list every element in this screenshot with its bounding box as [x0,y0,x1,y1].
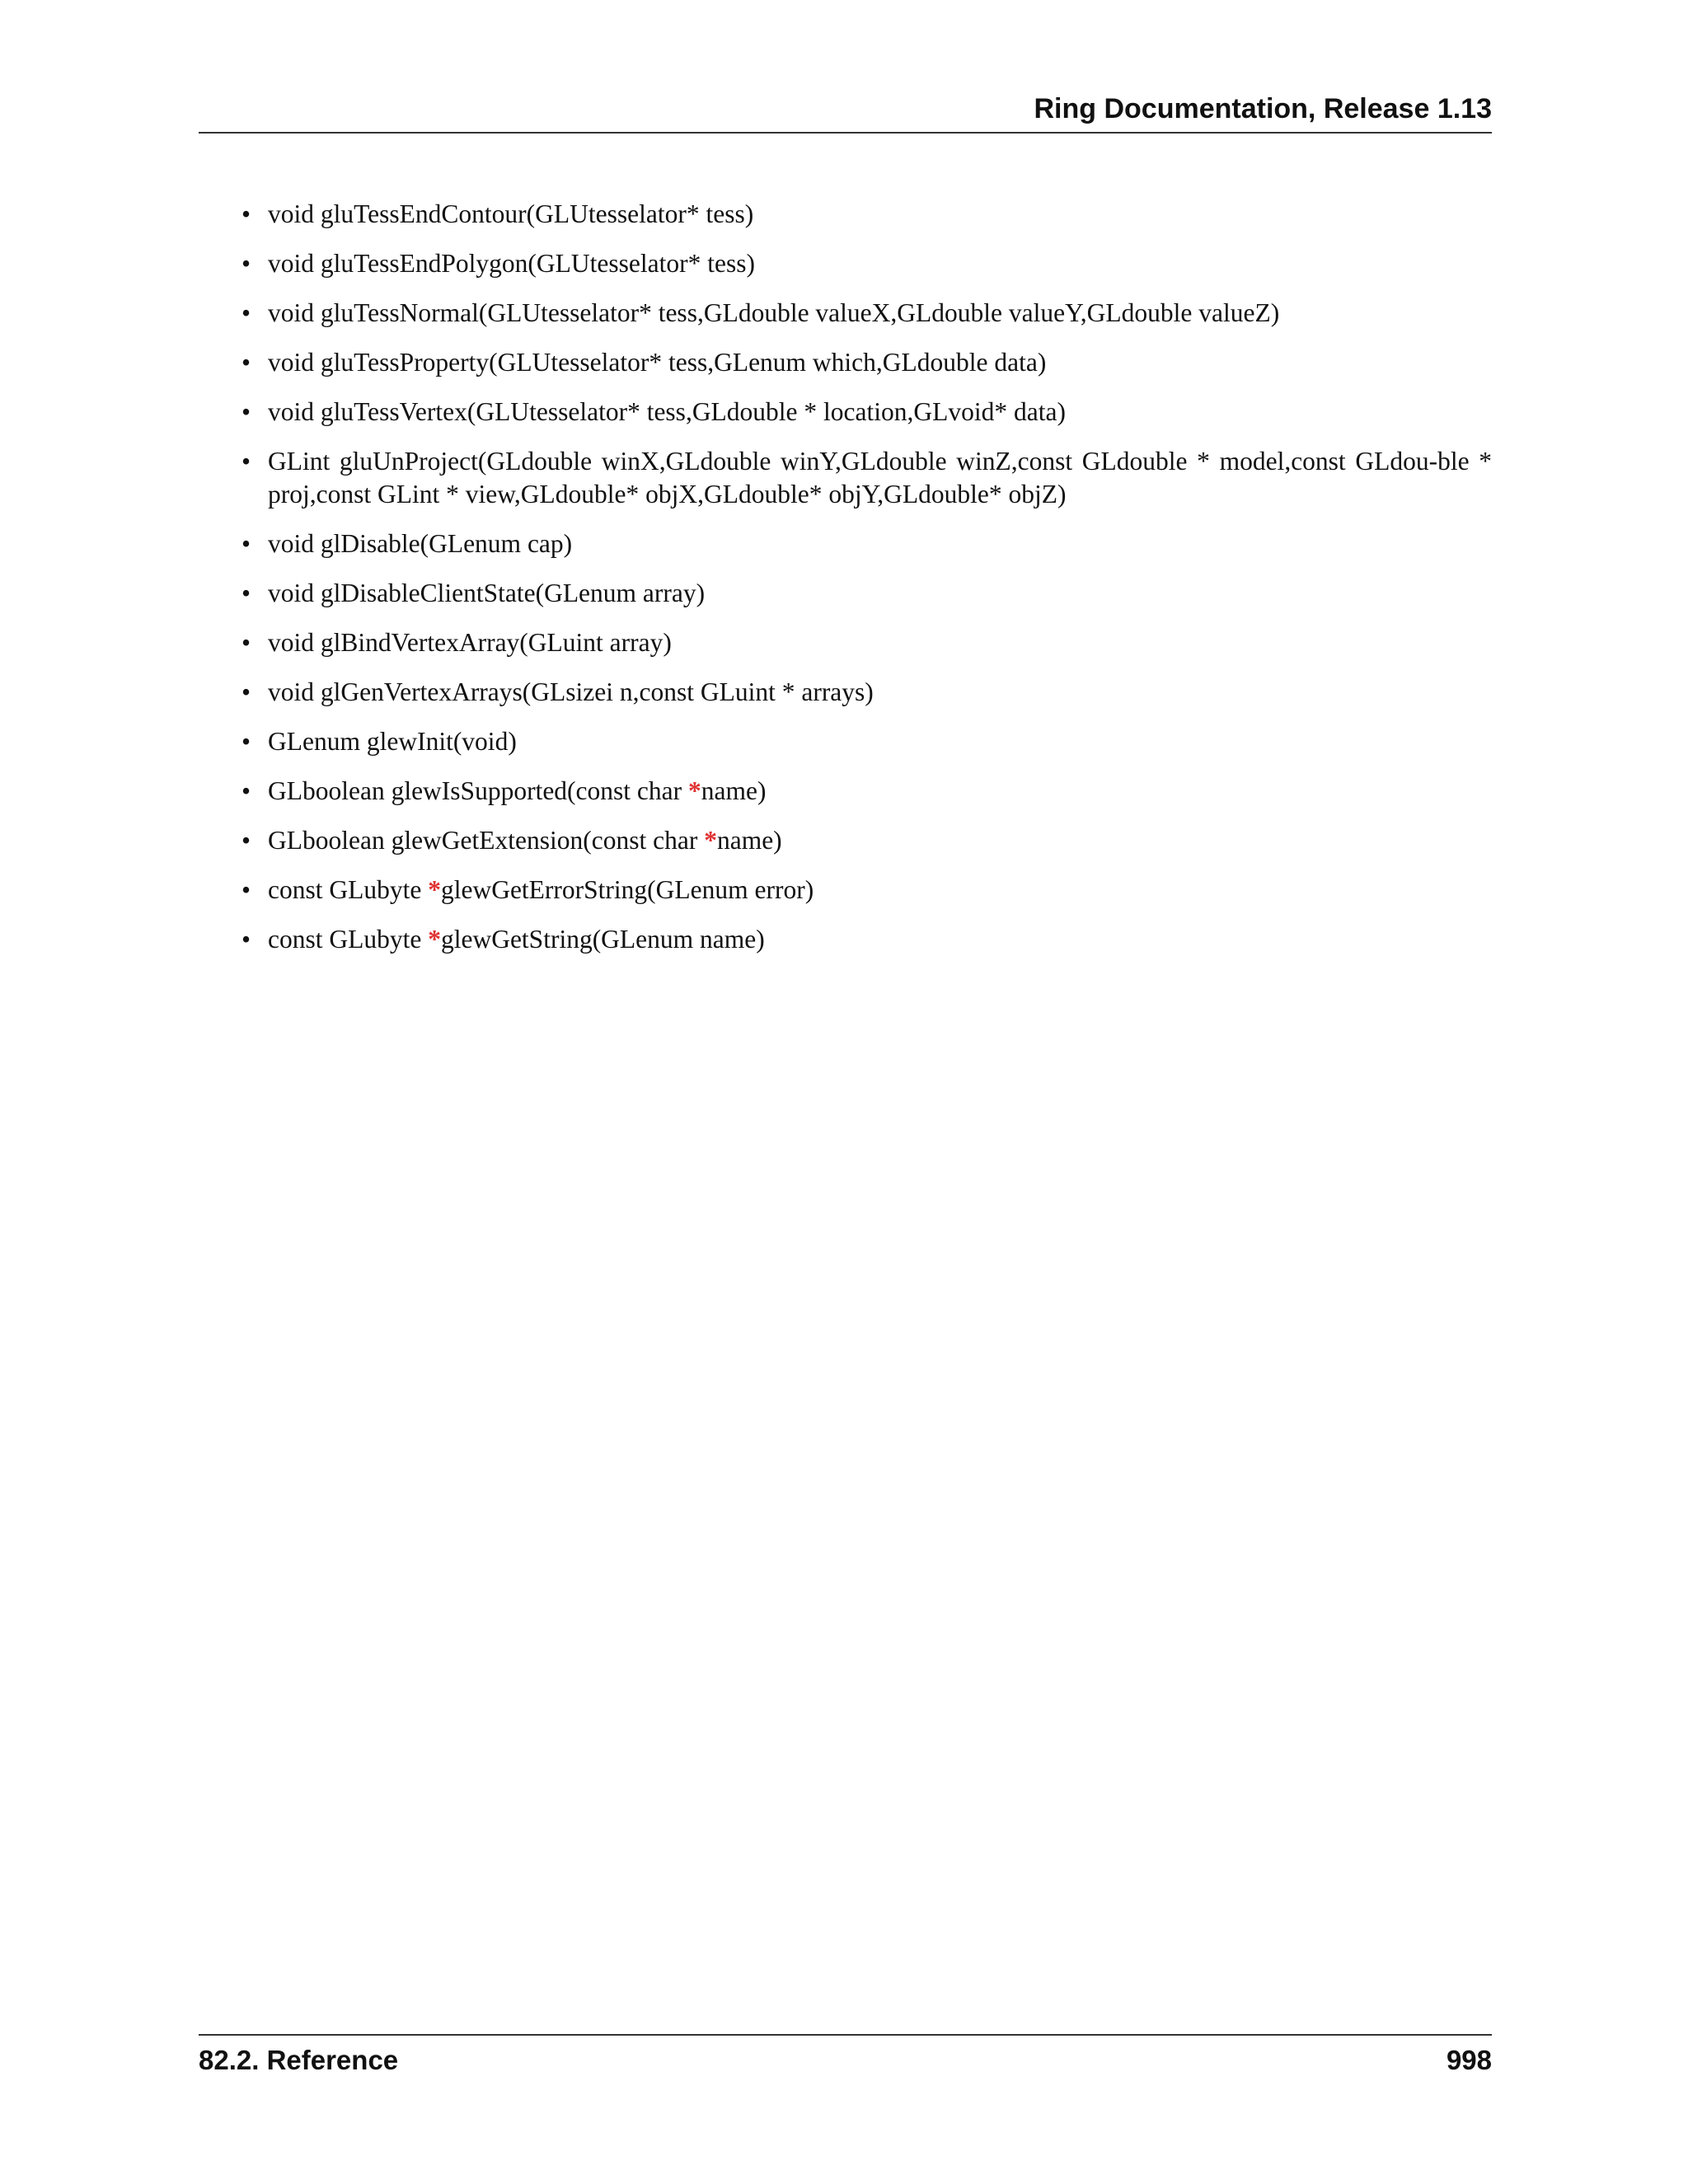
section-link[interactable]: 82.2. Reference [199,2045,399,2075]
bullet-icon: • [241,579,251,607]
function-signature: void glBindVertexArray(GLuint array) [268,628,672,657]
signature-suffix: name) [716,826,782,855]
list-item [199,923,1492,956]
list-item [199,824,1492,857]
signature-prefix: const GLubyte [268,925,429,954]
list-item [199,626,1492,659]
pointer-asterisk: * [428,875,441,904]
list-item [199,527,1492,560]
list-item [199,247,1492,280]
document-title: Ring Documentation, Release 1.13 [1034,93,1492,124]
signature-prefix: GLboolean glewIsSupported(const char [268,776,688,805]
signature-suffix: glewGetErrorString(GLenum error) [440,875,814,904]
bullet-icon: • [241,397,251,426]
bullet-icon: • [241,298,251,327]
bullet-icon: • [241,529,251,558]
bullet-icon: • [241,727,251,756]
pointer-asterisk: * [704,826,717,855]
function-signature: GLint gluUnProject(GLdouble winX,GLdouble winY,GLdouble winZ,const GLdouble * model,const GLdou-ble * proj,const GLint * view,GLdouble* objX,GLdouble* objY,GLdouble* objZ) [268,447,1492,509]
signature-prefix: GLboolean glewGetExtension(const char [268,826,705,855]
bullet-icon: • [241,925,251,954]
bullet-icon: • [241,199,251,228]
bullet-icon: • [241,875,251,904]
list-item [199,297,1492,330]
function-signature: void gluTessVertex(GLUtesselator* tess,GLdouble * location,GLvoid* data) [268,397,1066,426]
bullet-icon: • [241,447,251,476]
function-signature: void glDisableClientState(GLenum array) [268,579,706,607]
api-function-list [199,198,1492,956]
bullet-icon: • [241,677,251,706]
content-area [199,198,1492,972]
list-item [199,445,1492,511]
function-signature: GLenum glewInit(void) [268,727,517,756]
signature-prefix: const GLubyte [268,875,429,904]
bullet-icon: • [241,826,251,855]
page-footer [199,2034,1492,2077]
bullet-icon: • [241,628,251,657]
function-signature: void gluTessNormal(GLUtesselator* tess,GLdouble valueX,GLdouble valueY,GLdouble valueZ) [268,298,1280,327]
signature-suffix: name) [701,776,767,805]
list-item [199,396,1492,429]
bullet-icon: • [241,776,251,805]
pointer-asterisk: * [428,925,441,954]
page-header [199,92,1492,134]
list-item [199,198,1492,231]
pointer-asterisk: * [687,776,701,805]
signature-suffix: glewGetString(GLenum name) [440,925,765,954]
function-signature: void gluTessEndPolygon(GLUtesselator* tess) [268,249,755,278]
list-item [199,577,1492,610]
function-signature: void gluTessProperty(GLUtesselator* tess,GLenum which,GLdouble data) [268,348,1047,377]
function-signature: void gluTessEndContour(GLUtesselator* tess) [268,199,754,228]
list-item [199,775,1492,808]
page-number: 998 [1446,2045,1492,2075]
function-signature: void glGenVertexArrays(GLsizei n,const GLuint * arrays) [268,677,874,706]
bullet-icon: • [241,348,251,377]
list-item [199,676,1492,709]
function-signature: void glDisable(GLenum cap) [268,529,573,558]
list-item [199,874,1492,907]
list-item [199,725,1492,758]
bullet-icon: • [241,249,251,278]
list-item [199,346,1492,379]
